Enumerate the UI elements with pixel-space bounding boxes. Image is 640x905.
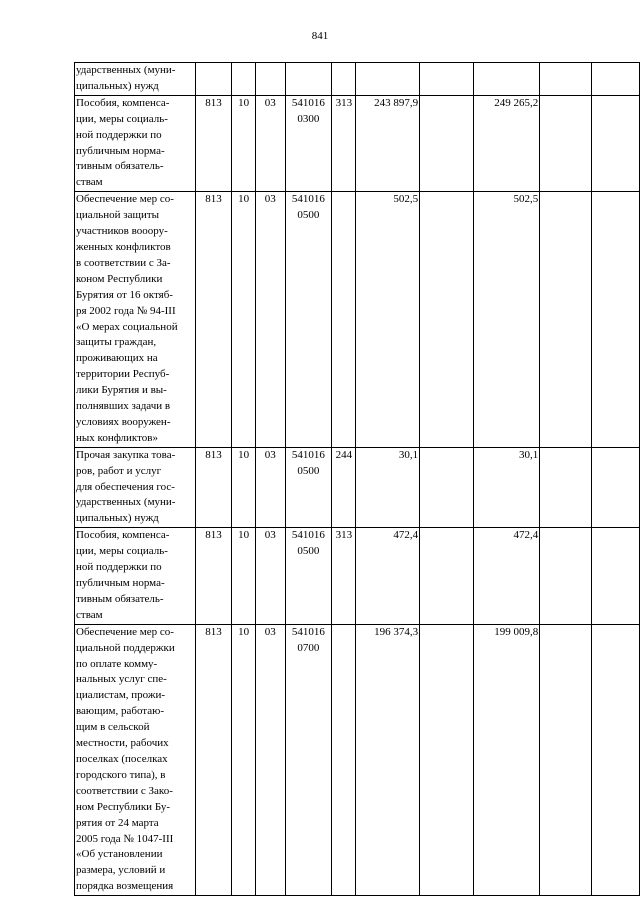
- cell-text-line: размера, условий и: [76, 864, 166, 877]
- cell-text-line: ном Республики Бу-: [76, 800, 171, 813]
- table-row: [75, 528, 640, 624]
- cell-value-1: 243 897,9: [356, 95, 420, 191]
- cell-expense-type: [332, 192, 356, 448]
- cell-value-5: [592, 624, 640, 895]
- cell-value-2: [420, 192, 474, 448]
- cell-value-4: [540, 95, 592, 191]
- cell-value-3: [473, 63, 539, 96]
- cell-value-4: [540, 624, 592, 895]
- cell-text-line: публичным норма-: [76, 577, 165, 589]
- cell-text-line: Пособия, компенса-: [76, 96, 170, 109]
- cell-subsection: 03: [255, 528, 285, 624]
- cell-name: [75, 624, 196, 895]
- cell-article: [285, 447, 332, 528]
- cell-expense-type: 313: [332, 528, 356, 624]
- cell-text-line: ров, работ и услуг: [76, 464, 162, 477]
- cell-expense-type: [332, 63, 356, 96]
- cell-text-line: 0500: [297, 545, 320, 558]
- table-body: [75, 63, 640, 896]
- cell-value-5: [592, 63, 640, 96]
- cell-name: [75, 192, 196, 448]
- cell-text-line: ции, меры социаль-: [76, 112, 168, 125]
- cell-text-line: нальных услуг спе-: [76, 673, 167, 686]
- cell-ministry: [195, 63, 232, 96]
- cell-text-line: ной поддержки по: [76, 561, 162, 574]
- cell-subsection: [255, 63, 285, 96]
- cell-value-5: [592, 95, 640, 191]
- cell-text-line: 2005 года № 1047-III: [76, 832, 174, 845]
- cell-text-line: полнявших задачи в: [76, 400, 171, 413]
- cell-text-line: циальной поддержки: [76, 641, 175, 654]
- cell-text-line: вающим, работаю-: [76, 705, 165, 718]
- cell-text-line: «Об установлении: [76, 848, 163, 861]
- cell-expense-type: 313: [332, 95, 356, 191]
- cell-value-2: [420, 447, 474, 528]
- cell-text-line: тивным обязатель-: [76, 592, 164, 605]
- cell-value-3: 249 265,2: [473, 95, 539, 191]
- cell-article: [285, 528, 332, 624]
- cell-text-line: ствам: [76, 176, 103, 189]
- cell-text-line: участников вооору-: [76, 225, 168, 238]
- cell-text-line: 0300: [297, 112, 320, 125]
- budget-table: [74, 62, 640, 896]
- cell-article: [285, 624, 332, 895]
- cell-text-line: рятия от 24 марта: [76, 816, 159, 829]
- cell-value-3: 472,4: [473, 528, 539, 624]
- cell-article: [285, 192, 332, 448]
- cell-value-2: [420, 624, 474, 895]
- cell-text-line: ципальных) нужд: [76, 79, 159, 92]
- cell-text-line: ной поддержки по: [76, 128, 162, 141]
- table-row: [75, 95, 640, 191]
- cell-section: 10: [232, 192, 256, 448]
- cell-value-4: [540, 63, 592, 96]
- cell-text-line: циальной защиты: [76, 209, 160, 222]
- cell-text-line: Пособия, компенса-: [76, 529, 170, 542]
- cell-subsection: 03: [255, 624, 285, 895]
- cell-text-line: ных конфликтов»: [76, 431, 158, 444]
- cell-value-1: 502,5: [356, 192, 420, 448]
- cell-text-line: для обеспечения гос-: [76, 480, 175, 493]
- cell-section: [232, 63, 256, 96]
- cell-text-line: женных конфликтов: [76, 240, 171, 253]
- cell-text-line: территории Респуб-: [76, 368, 170, 381]
- cell-section: 10: [232, 624, 256, 895]
- cell-ministry: 813: [195, 624, 232, 895]
- cell-value-3: 502,5: [473, 192, 539, 448]
- cell-subsection: 03: [255, 447, 285, 528]
- cell-text-line: 0700: [297, 641, 320, 654]
- cell-text-line: по оплате комму-: [76, 657, 158, 670]
- cell-value-5: [592, 447, 640, 528]
- cell-text-line: 541016: [291, 448, 325, 461]
- cell-value-1: 196 374,3: [356, 624, 420, 895]
- cell-ministry: 813: [195, 447, 232, 528]
- cell-text-line: Прочая закупка това-: [76, 448, 176, 461]
- cell-text-line: ствам: [76, 608, 103, 621]
- table-row: [75, 192, 640, 448]
- cell-text-line: проживающих на: [76, 352, 158, 365]
- cell-text-line: 541016: [291, 193, 325, 206]
- cell-text-line: ципальных) нужд: [76, 512, 159, 525]
- cell-value-2: [420, 63, 474, 96]
- cell-text-line: коном Республики: [76, 272, 163, 285]
- cell-expense-type: [332, 624, 356, 895]
- cell-value-5: [592, 192, 640, 448]
- cell-name: [75, 528, 196, 624]
- cell-value-4: [540, 528, 592, 624]
- cell-text-line: 541016: [291, 529, 325, 542]
- cell-value-4: [540, 192, 592, 448]
- cell-value-1: [356, 63, 420, 96]
- cell-text-line: в соответствии с За-: [76, 256, 171, 269]
- cell-text-line: 0500: [297, 464, 320, 477]
- cell-value-2: [420, 95, 474, 191]
- cell-name: [75, 95, 196, 191]
- cell-value-4: [540, 447, 592, 528]
- cell-value-1: 30,1: [356, 447, 420, 528]
- cell-text-line: «О мерах социальной: [76, 320, 178, 333]
- cell-text-line: 541016: [291, 96, 325, 109]
- cell-value-1: 472,4: [356, 528, 420, 624]
- cell-text-line: условиях вооружен-: [76, 415, 171, 428]
- cell-value-3: 199 009,8: [473, 624, 539, 895]
- cell-subsection: 03: [255, 192, 285, 448]
- cell-text-line: соответствии с Зако-: [76, 784, 173, 797]
- cell-name: [75, 63, 196, 96]
- cell-subsection: 03: [255, 95, 285, 191]
- cell-text-line: защиты граждан,: [76, 336, 157, 349]
- page-number: 841: [311, 30, 329, 42]
- cell-text-line: ции, меры социаль-: [76, 545, 168, 558]
- cell-text-line: поселках (поселках: [76, 752, 168, 765]
- cell-text-line: щим в сельской: [76, 721, 150, 734]
- cell-article: [285, 63, 332, 96]
- cell-text-line: Бурятия от 16 октяб-: [76, 288, 173, 301]
- cell-text-line: Обеспечение мер со-: [76, 193, 174, 206]
- cell-ministry: 813: [195, 192, 232, 448]
- cell-text-line: порядка возмещения: [76, 880, 174, 893]
- cell-value-5: [592, 528, 640, 624]
- cell-text-line: 0500: [297, 209, 320, 222]
- cell-text-line: ударственных (муни-: [76, 64, 176, 76]
- cell-expense-type: 244: [332, 447, 356, 528]
- cell-text-line: публичным норма-: [76, 144, 165, 157]
- cell-text-line: 541016: [291, 625, 325, 638]
- cell-section: 10: [232, 95, 256, 191]
- cell-section: 10: [232, 447, 256, 528]
- cell-text-line: ударственных (муни-: [76, 496, 176, 509]
- cell-value-3: 30,1: [473, 447, 539, 528]
- cell-text-line: Обеспечение мер со-: [76, 625, 174, 638]
- cell-value-2: [420, 528, 474, 624]
- cell-text-line: циалистам, прожи-: [76, 689, 166, 702]
- cell-name: [75, 447, 196, 528]
- table-row: [75, 624, 640, 895]
- table-row: [75, 447, 640, 528]
- cell-ministry: 813: [195, 528, 232, 624]
- cell-section: 10: [232, 528, 256, 624]
- cell-text-line: лики Бурятия и вы-: [76, 384, 167, 397]
- table-row: [75, 63, 640, 96]
- cell-text-line: городского типа), в: [76, 768, 166, 781]
- cell-ministry: 813: [195, 95, 232, 191]
- cell-text-line: местности, рабочих: [76, 737, 169, 750]
- cell-article: [285, 95, 332, 191]
- cell-text-line: ря 2002 года № 94-III: [76, 304, 176, 317]
- cell-text-line: тивным обязатель-: [76, 160, 164, 173]
